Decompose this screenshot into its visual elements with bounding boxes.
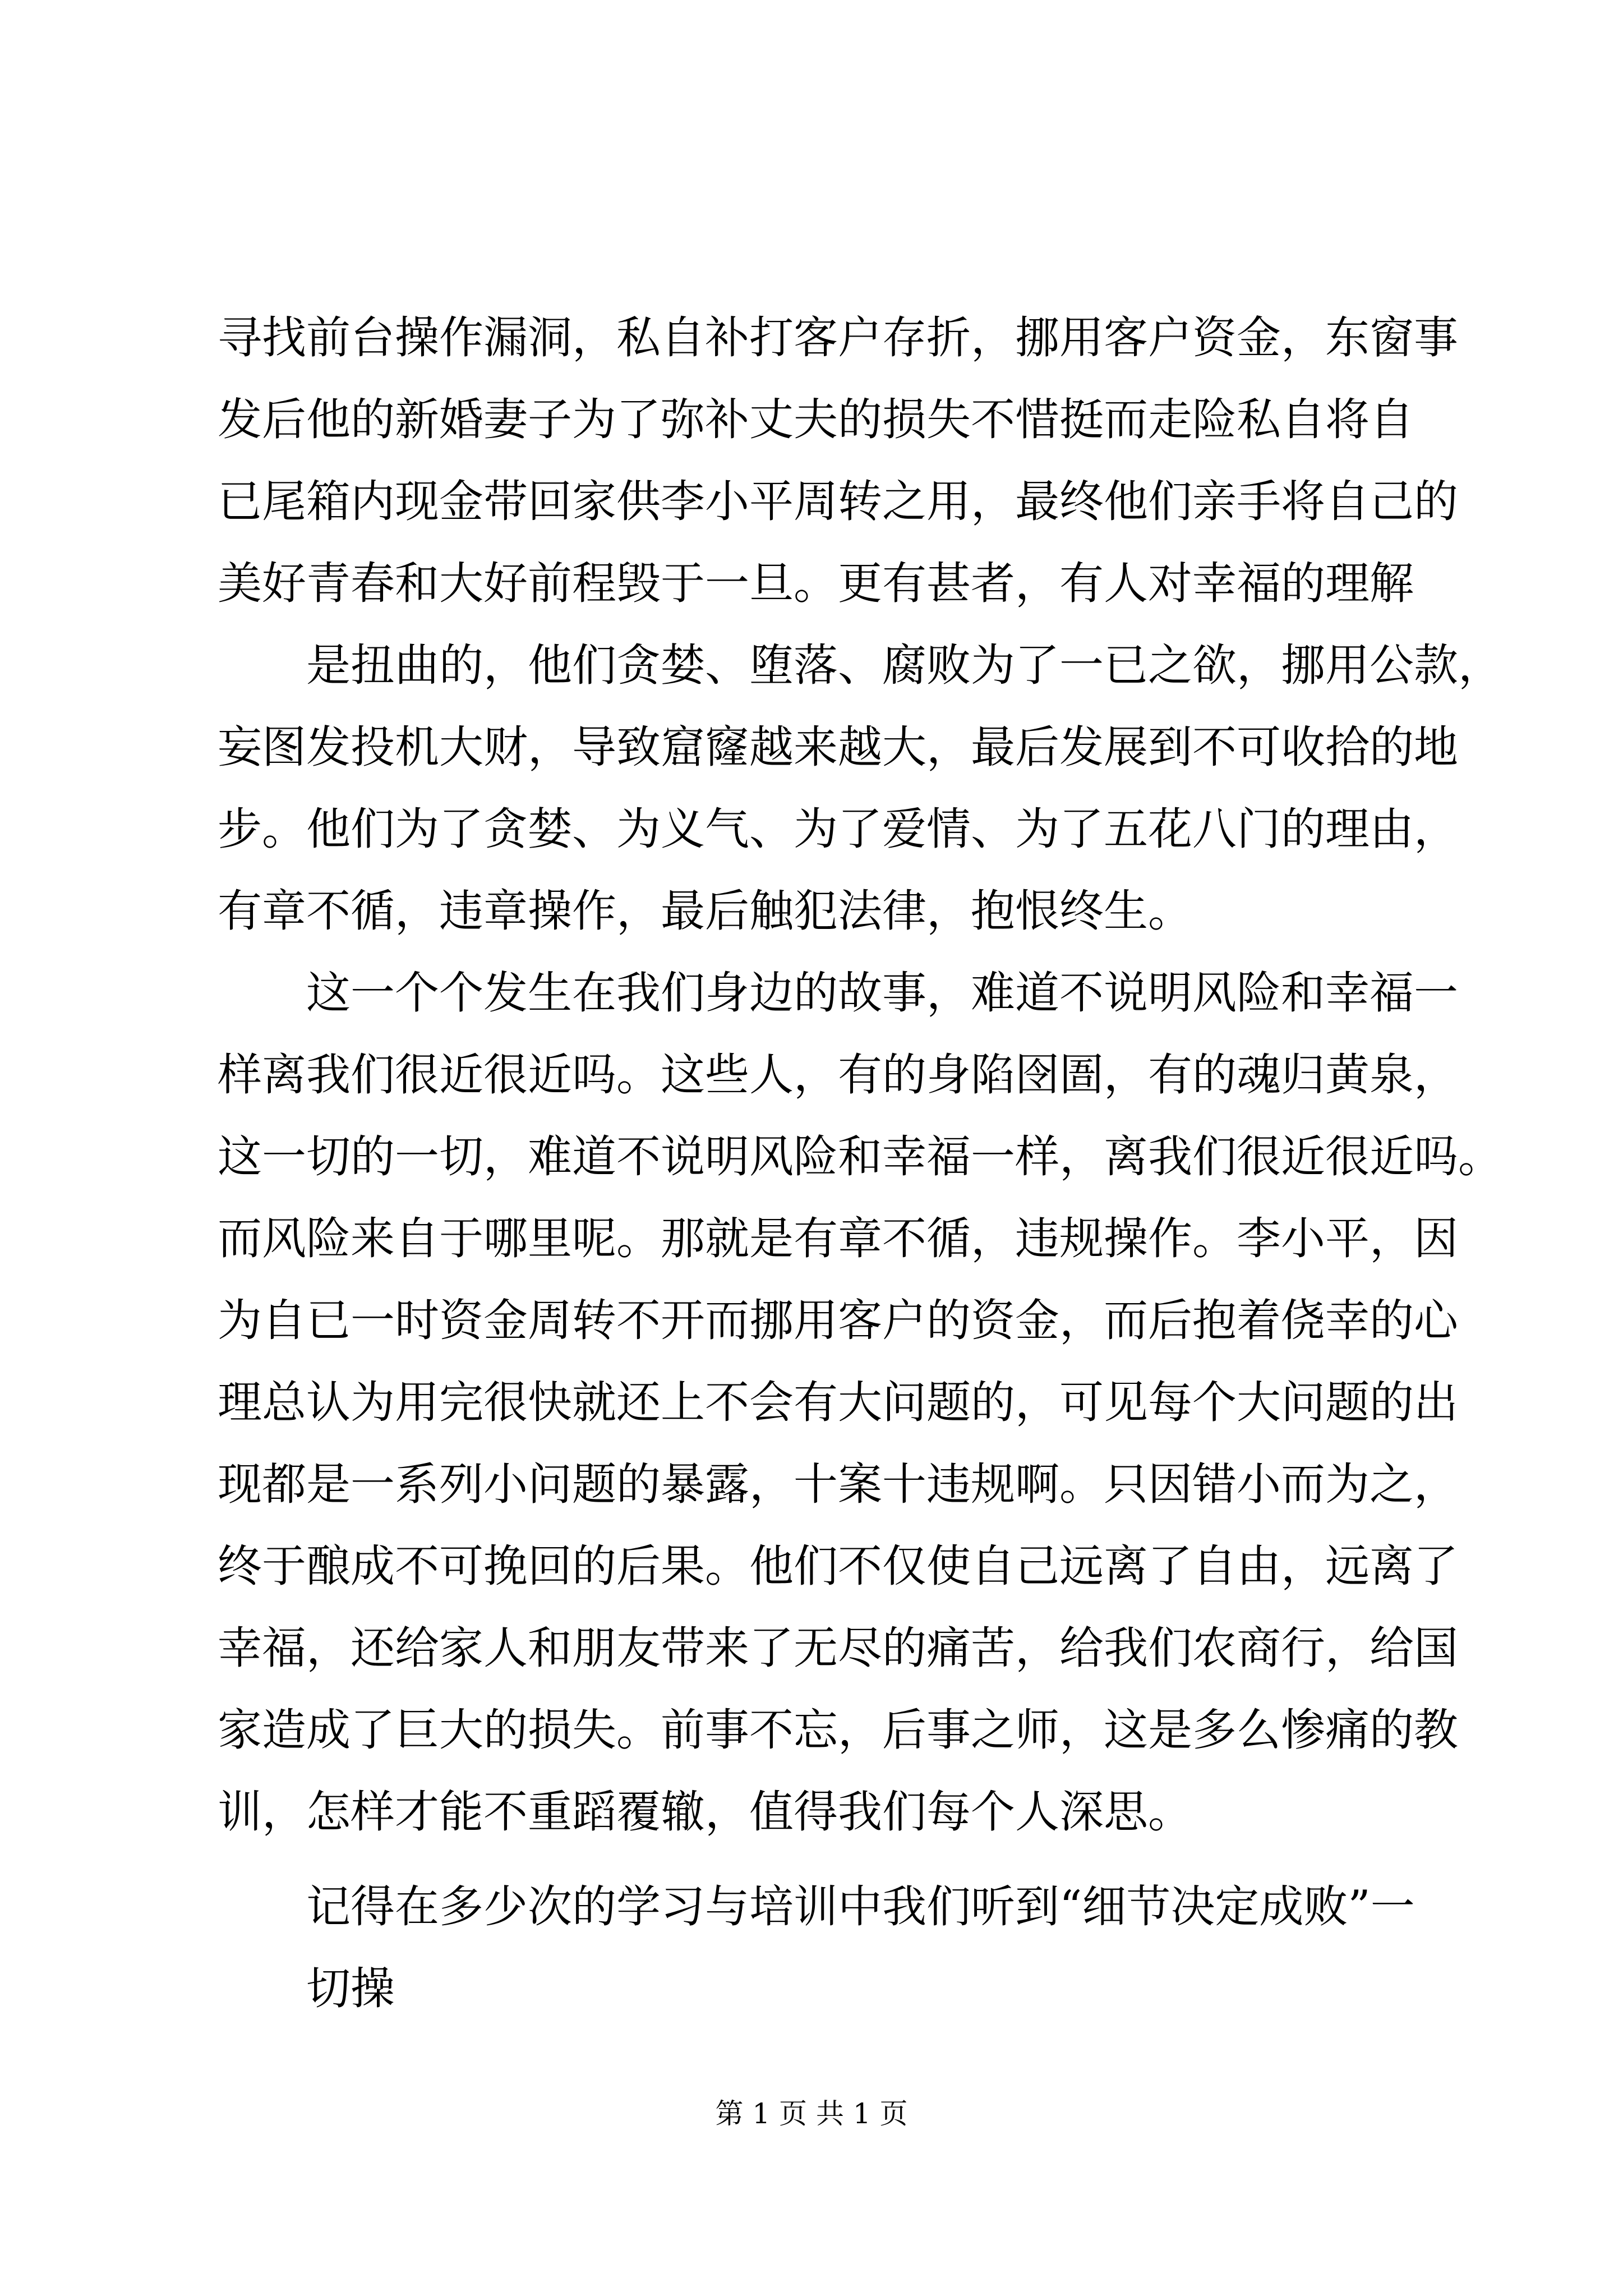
text-line: 样离我们很近很近吗。这些人，有的身陷囹圄，有的魂归黄泉， — [218, 1049, 1458, 1101]
text-line: 现都是一系列小问题的暴露，十案十违规啊。只因错小而为之， — [218, 1458, 1458, 1510]
text-line: 幸福，还给家人和朋友带来了无尽的痛苦，给我们农商行，给国 — [218, 1622, 1458, 1674]
text-line: 这一个个发生在我们身边的故事，难道不说明风险和幸福一 — [306, 967, 1458, 1019]
text-line: 记得在多少次的学习与培训中我们听到“细节决定成败”一切操 — [306, 1881, 1415, 2014]
text-line: 发后他的新婚妻子为了弥补丈夫的损失不惜挺而走险私自将自 — [218, 394, 1414, 445]
text-line: 步。他们为了贪婪、为义气、为了爱情、为了五花八门的理由， — [218, 803, 1458, 855]
text-line: 理总认为用完很快就还上不会有大问题的，可见每个大问题的出 — [218, 1377, 1458, 1428]
text-line: 这一切的一切，难道不说明风险和幸福一样，离我们很近很近吗。 — [218, 1131, 1502, 1182]
text-line: 有章不循，违章操作，最后触犯法律，抱恨终生。 — [218, 885, 1192, 937]
text-line: 美好青春和大好前程毁于一旦。更有甚者，有人对幸福的理解 — [218, 558, 1414, 609]
text-line: 终于酿成不可挽回的后果。他们不仅使自己远离了自由，远离了 — [218, 1540, 1458, 1592]
text-line: 而风险来自于哪里呢。那就是有章不循，违规操作。李小平，因 — [218, 1213, 1458, 1264]
text-line: 妄图发投机大财，导致窟窿越来越大，最后发展到不可收拾的地 — [218, 721, 1458, 773]
text-line: 是扭曲的，他们贪婪、堕落、腐败为了一已之欲，挪用公款， — [306, 639, 1502, 691]
text-line: 家造成了巨大的损失。前事不忘，后事之师，这是多么惨痛的教 — [218, 1704, 1458, 1756]
page-footer: 第 1 页 共 1 页 — [715, 2097, 908, 2130]
text-line: 已尾箱内现金带回家供李小平周转之用，最终他们亲手将自己的 — [218, 476, 1458, 527]
text-line: 寻找前台操作漏洞，私自补打客户存折，挪用客户资金，东窗事 — [218, 312, 1458, 364]
text-line: 为自已一时资金周转不开而挪用客户的资金，而后抱着侥幸的心 — [218, 1295, 1458, 1346]
text-line: 训，怎样才能不重蹈覆辙，值得我们每个人深思。 — [218, 1786, 1192, 1838]
